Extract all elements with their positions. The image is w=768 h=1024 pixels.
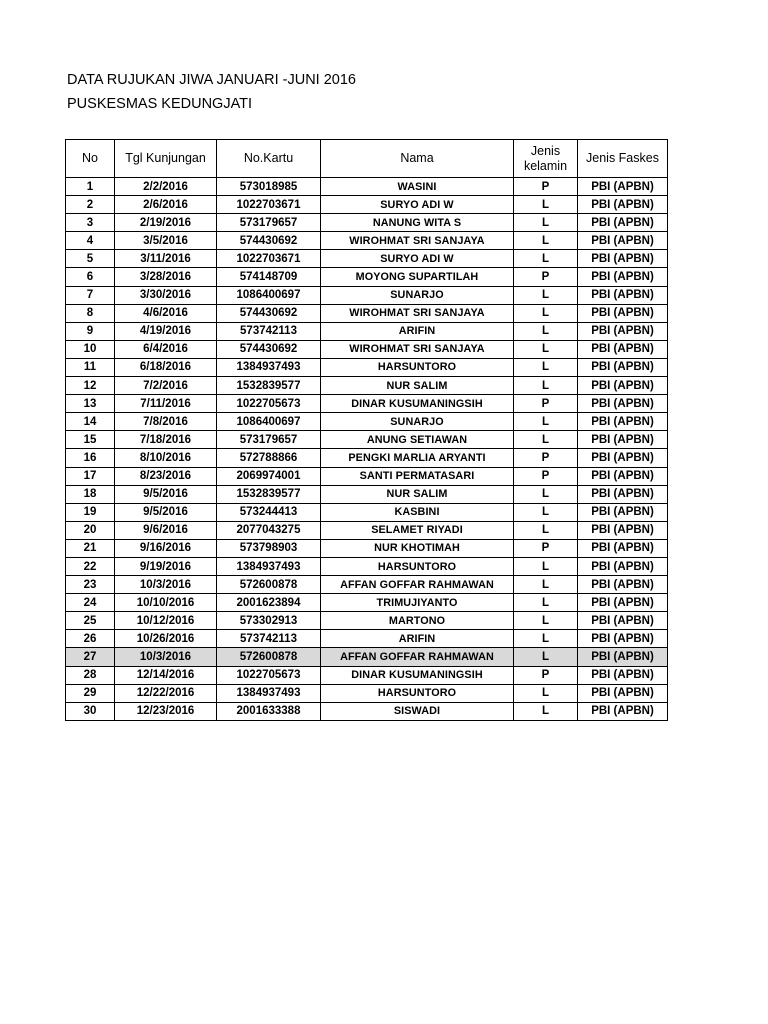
cell-name: SISWADI	[321, 702, 514, 720]
cell-facility-type: PBI (APBN)	[578, 250, 668, 268]
table-row	[66, 268, 668, 286]
table-row	[66, 666, 668, 684]
cell-gender: L	[514, 684, 578, 702]
cell-visit-date: 4/6/2016	[115, 304, 217, 322]
cell-gender: L	[514, 594, 578, 612]
cell-visit-date: 10/26/2016	[115, 630, 217, 648]
cell-no: 30	[66, 702, 115, 720]
cell-card-number: 573302913	[217, 612, 321, 630]
table-body	[66, 178, 668, 721]
table-row	[66, 286, 668, 304]
cell-gender: P	[514, 178, 578, 196]
table-row	[66, 557, 668, 575]
table-row	[66, 322, 668, 340]
cell-gender: L	[514, 286, 578, 304]
cell-facility-type: PBI (APBN)	[578, 340, 668, 358]
cell-name: SUNARJO	[321, 286, 514, 304]
cell-gender: L	[514, 250, 578, 268]
cell-name: HARSUNTORO	[321, 684, 514, 702]
cell-no: 26	[66, 630, 115, 648]
cell-card-number: 2001633388	[217, 702, 321, 720]
cell-name: DINAR KUSUMANINGSIH	[321, 395, 514, 413]
cell-facility-type: PBI (APBN)	[578, 413, 668, 431]
cell-facility-type: PBI (APBN)	[578, 594, 668, 612]
cell-no: 21	[66, 539, 115, 557]
table-row	[66, 196, 668, 214]
table-row	[66, 576, 668, 594]
cell-visit-date: 2/6/2016	[115, 196, 217, 214]
cell-name: ARIFIN	[321, 322, 514, 340]
cell-gender: L	[514, 503, 578, 521]
cell-facility-type: PBI (APBN)	[578, 268, 668, 286]
cell-no: 22	[66, 557, 115, 575]
cell-no: 13	[66, 395, 115, 413]
document-header	[67, 68, 356, 116]
cell-gender: L	[514, 358, 578, 376]
cell-card-number: 572600878	[217, 648, 321, 666]
cell-gender: L	[514, 612, 578, 630]
cell-facility-type: PBI (APBN)	[578, 666, 668, 684]
cell-name: MOYONG SUPARTILAH	[321, 268, 514, 286]
cell-name: AFFAN GOFFAR RAHMAWAN	[321, 648, 514, 666]
cell-no: 15	[66, 431, 115, 449]
cell-gender: L	[514, 413, 578, 431]
cell-facility-type: PBI (APBN)	[578, 539, 668, 557]
cell-name: NUR KHOTIMAH	[321, 539, 514, 557]
cell-facility-type: PBI (APBN)	[578, 395, 668, 413]
cell-name: AFFAN GOFFAR RAHMAWAN	[321, 576, 514, 594]
cell-card-number: 573179657	[217, 431, 321, 449]
cell-card-number: 1022705673	[217, 395, 321, 413]
cell-card-number: 574148709	[217, 268, 321, 286]
table-row	[66, 304, 668, 322]
cell-gender: P	[514, 395, 578, 413]
cell-name: KASBINI	[321, 503, 514, 521]
cell-visit-date: 10/3/2016	[115, 648, 217, 666]
cell-name: DINAR KUSUMANINGSIH	[321, 666, 514, 684]
cell-facility-type: PBI (APBN)	[578, 449, 668, 467]
cell-gender: L	[514, 557, 578, 575]
table-row	[66, 250, 668, 268]
cell-no: 4	[66, 232, 115, 250]
cell-name: SELAMET RIYADI	[321, 521, 514, 539]
cell-facility-type: PBI (APBN)	[578, 178, 668, 196]
cell-gender: L	[514, 576, 578, 594]
cell-gender: L	[514, 521, 578, 539]
cell-card-number: 2069974001	[217, 467, 321, 485]
cell-no: 25	[66, 612, 115, 630]
cell-visit-date: 12/23/2016	[115, 702, 217, 720]
cell-card-number: 573244413	[217, 503, 321, 521]
column-header-visit-date: Tgl Kunjungan	[115, 140, 217, 178]
cell-no: 5	[66, 250, 115, 268]
cell-card-number: 574430692	[217, 340, 321, 358]
cell-facility-type: PBI (APBN)	[578, 232, 668, 250]
cell-gender: P	[514, 467, 578, 485]
cell-facility-type: PBI (APBN)	[578, 503, 668, 521]
cell-no: 17	[66, 467, 115, 485]
cell-visit-date: 9/16/2016	[115, 539, 217, 557]
cell-visit-date: 8/23/2016	[115, 467, 217, 485]
cell-visit-date: 3/28/2016	[115, 268, 217, 286]
cell-facility-type: PBI (APBN)	[578, 467, 668, 485]
cell-card-number: 573798903	[217, 539, 321, 557]
table-row	[66, 539, 668, 557]
cell-name: SANTI PERMATASARI	[321, 467, 514, 485]
cell-facility-type: PBI (APBN)	[578, 630, 668, 648]
cell-card-number: 2077043275	[217, 521, 321, 539]
cell-card-number: 1022703671	[217, 196, 321, 214]
cell-facility-type: PBI (APBN)	[578, 286, 668, 304]
table-row	[66, 395, 668, 413]
cell-card-number: 573742113	[217, 630, 321, 648]
cell-name: HARSUNTORO	[321, 557, 514, 575]
cell-card-number: 574430692	[217, 232, 321, 250]
cell-card-number: 1384937493	[217, 684, 321, 702]
cell-gender: L	[514, 232, 578, 250]
cell-gender: P	[514, 666, 578, 684]
table-row	[66, 702, 668, 720]
cell-facility-type: PBI (APBN)	[578, 431, 668, 449]
cell-facility-type: PBI (APBN)	[578, 612, 668, 630]
referral-table	[65, 139, 668, 721]
table-row	[66, 449, 668, 467]
cell-name: ARIFIN	[321, 630, 514, 648]
cell-no: 14	[66, 413, 115, 431]
cell-facility-type: PBI (APBN)	[578, 322, 668, 340]
table-row	[66, 178, 668, 196]
cell-card-number: 572600878	[217, 576, 321, 594]
document-title: DATA RUJUKAN JIWA JANUARI -JUNI 2016	[67, 72, 356, 88]
cell-visit-date: 6/4/2016	[115, 340, 217, 358]
cell-gender: L	[514, 630, 578, 648]
cell-card-number: 572788866	[217, 449, 321, 467]
cell-no: 3	[66, 214, 115, 232]
cell-gender: P	[514, 449, 578, 467]
cell-card-number: 1532839577	[217, 377, 321, 395]
column-header-name: Nama	[321, 140, 514, 178]
cell-visit-date: 9/6/2016	[115, 521, 217, 539]
cell-card-number: 2001623894	[217, 594, 321, 612]
table-row	[66, 648, 668, 666]
cell-no: 24	[66, 594, 115, 612]
cell-name: PENGKI MARLIA ARYANTI	[321, 449, 514, 467]
cell-gender: L	[514, 340, 578, 358]
column-header-facility-type: Jenis Faskes	[578, 140, 668, 178]
table-row	[66, 431, 668, 449]
cell-facility-type: PBI (APBN)	[578, 304, 668, 322]
cell-no: 23	[66, 576, 115, 594]
cell-facility-type: PBI (APBN)	[578, 485, 668, 503]
cell-card-number: 574430692	[217, 304, 321, 322]
cell-card-number: 1086400697	[217, 286, 321, 304]
cell-card-number: 573742113	[217, 322, 321, 340]
cell-name: SUNARJO	[321, 413, 514, 431]
table-row	[66, 684, 668, 702]
table-row	[66, 594, 668, 612]
cell-no: 28	[66, 666, 115, 684]
document-subtitle: PUSKESMAS KEDUNGJATI	[67, 96, 253, 112]
cell-card-number: 1384937493	[217, 557, 321, 575]
cell-gender: L	[514, 431, 578, 449]
cell-name: WIROHMAT SRI SANJAYA	[321, 232, 514, 250]
table-row	[66, 214, 668, 232]
cell-visit-date: 3/5/2016	[115, 232, 217, 250]
cell-no: 10	[66, 340, 115, 358]
cell-visit-date: 7/8/2016	[115, 413, 217, 431]
cell-visit-date: 12/14/2016	[115, 666, 217, 684]
cell-visit-date: 8/10/2016	[115, 449, 217, 467]
cell-no: 8	[66, 304, 115, 322]
cell-facility-type: PBI (APBN)	[578, 214, 668, 232]
cell-no: 19	[66, 503, 115, 521]
table-row	[66, 503, 668, 521]
cell-gender: L	[514, 702, 578, 720]
cell-name: WIROHMAT SRI SANJAYA	[321, 304, 514, 322]
cell-no: 12	[66, 377, 115, 395]
table-row	[66, 467, 668, 485]
cell-no: 6	[66, 268, 115, 286]
cell-visit-date: 10/10/2016	[115, 594, 217, 612]
cell-no: 29	[66, 684, 115, 702]
table-row	[66, 612, 668, 630]
cell-name: ANUNG SETIAWAN	[321, 431, 514, 449]
cell-facility-type: PBI (APBN)	[578, 196, 668, 214]
cell-no: 2	[66, 196, 115, 214]
cell-facility-type: PBI (APBN)	[578, 576, 668, 594]
cell-visit-date: 7/11/2016	[115, 395, 217, 413]
cell-card-number: 1384937493	[217, 358, 321, 376]
cell-visit-date: 10/3/2016	[115, 576, 217, 594]
cell-visit-date: 9/19/2016	[115, 557, 217, 575]
cell-name: SURYO ADI W	[321, 250, 514, 268]
cell-visit-date: 7/18/2016	[115, 431, 217, 449]
column-header-card-number: No.Kartu	[217, 140, 321, 178]
cell-no: 9	[66, 322, 115, 340]
cell-gender: L	[514, 322, 578, 340]
cell-facility-type: PBI (APBN)	[578, 377, 668, 395]
cell-visit-date: 6/18/2016	[115, 358, 217, 376]
cell-gender: L	[514, 196, 578, 214]
cell-visit-date: 4/19/2016	[115, 322, 217, 340]
cell-name: MARTONO	[321, 612, 514, 630]
cell-visit-date: 7/2/2016	[115, 377, 217, 395]
cell-visit-date: 3/30/2016	[115, 286, 217, 304]
cell-gender: L	[514, 648, 578, 666]
table-row	[66, 377, 668, 395]
cell-facility-type: PBI (APBN)	[578, 702, 668, 720]
cell-visit-date: 9/5/2016	[115, 485, 217, 503]
cell-name: NANUNG WITA S	[321, 214, 514, 232]
cell-name: WASINI	[321, 178, 514, 196]
cell-card-number: 1532839577	[217, 485, 321, 503]
cell-no: 20	[66, 521, 115, 539]
column-header-gender: Jenis kelamin	[514, 140, 578, 178]
column-header-no: No	[66, 140, 115, 178]
cell-name: TRIMUJIYANTO	[321, 594, 514, 612]
table-row	[66, 630, 668, 648]
cell-name: NUR SALIM	[321, 485, 514, 503]
table-row	[66, 232, 668, 250]
cell-name: SURYO ADI W	[321, 196, 514, 214]
cell-facility-type: PBI (APBN)	[578, 557, 668, 575]
table-header-row	[66, 140, 668, 178]
cell-card-number: 573179657	[217, 214, 321, 232]
cell-no: 11	[66, 358, 115, 376]
cell-card-number: 1086400697	[217, 413, 321, 431]
cell-card-number: 573018985	[217, 178, 321, 196]
cell-visit-date: 12/22/2016	[115, 684, 217, 702]
cell-name: WIROHMAT SRI SANJAYA	[321, 340, 514, 358]
table-row	[66, 413, 668, 431]
table-row	[66, 485, 668, 503]
cell-facility-type: PBI (APBN)	[578, 358, 668, 376]
cell-facility-type: PBI (APBN)	[578, 684, 668, 702]
table-row	[66, 340, 668, 358]
cell-no: 1	[66, 178, 115, 196]
cell-visit-date: 2/19/2016	[115, 214, 217, 232]
cell-no: 18	[66, 485, 115, 503]
cell-visit-date: 9/5/2016	[115, 503, 217, 521]
cell-gender: L	[514, 304, 578, 322]
table-row	[66, 358, 668, 376]
cell-no: 27	[66, 648, 115, 666]
cell-gender: L	[514, 485, 578, 503]
cell-visit-date: 2/2/2016	[115, 178, 217, 196]
cell-facility-type: PBI (APBN)	[578, 521, 668, 539]
cell-gender: L	[514, 377, 578, 395]
cell-visit-date: 10/12/2016	[115, 612, 217, 630]
cell-name: NUR SALIM	[321, 377, 514, 395]
cell-gender: L	[514, 214, 578, 232]
cell-card-number: 1022703671	[217, 250, 321, 268]
cell-no: 7	[66, 286, 115, 304]
cell-facility-type: PBI (APBN)	[578, 648, 668, 666]
cell-card-number: 1022705673	[217, 666, 321, 684]
cell-gender: P	[514, 268, 578, 286]
cell-name: HARSUNTORO	[321, 358, 514, 376]
table-row	[66, 521, 668, 539]
cell-no: 16	[66, 449, 115, 467]
cell-visit-date: 3/11/2016	[115, 250, 217, 268]
cell-gender: P	[514, 539, 578, 557]
